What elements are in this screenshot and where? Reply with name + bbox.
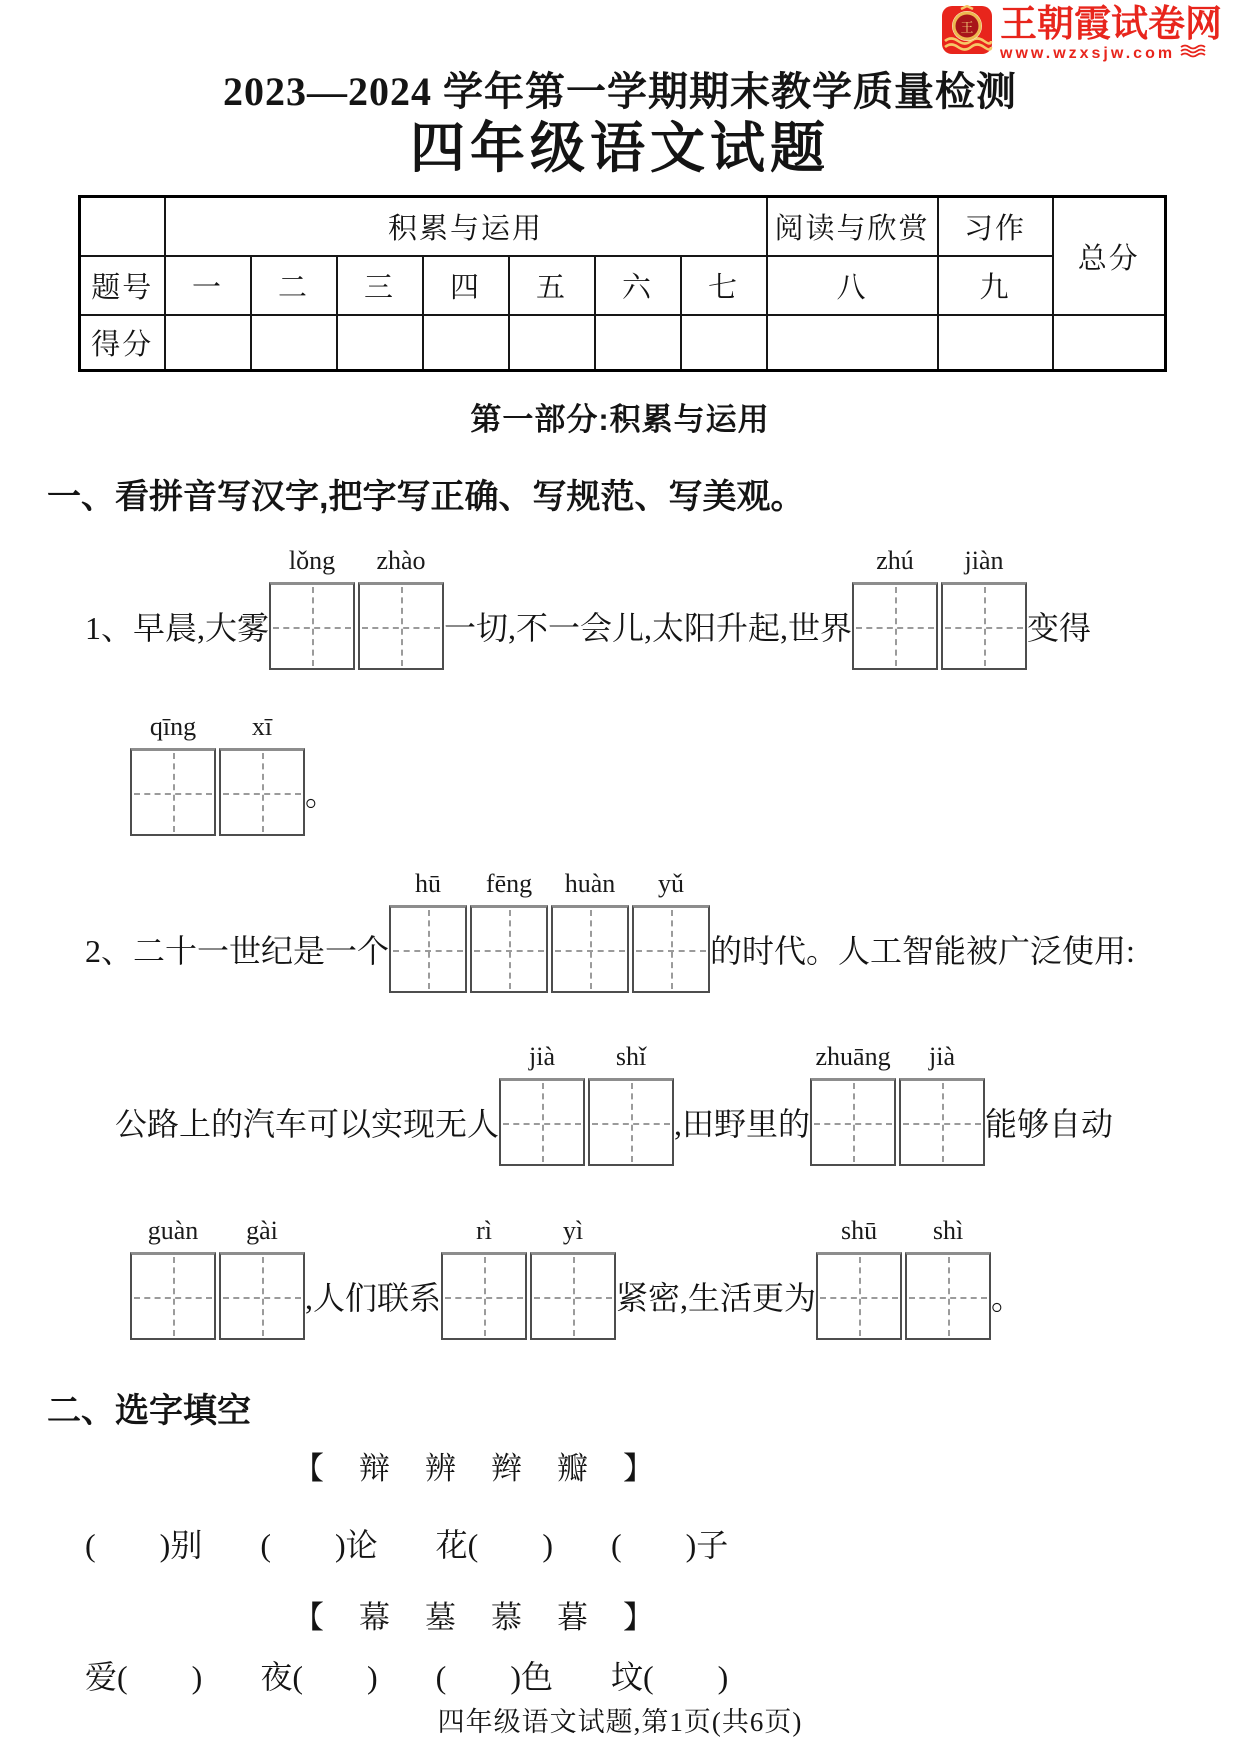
page-footer: 四年级语文试题,第1页(共6页) (437, 1707, 803, 1737)
exam-session-title: 2023—2024 学年第一学期期末教学质量检测 (223, 69, 1017, 114)
hanzi-writing-box (130, 1252, 216, 1340)
hanzi-writing-box-group (269, 546, 444, 670)
inline-text: 爱( ) (85, 1659, 203, 1695)
hanzi-writing-box-group (389, 869, 710, 993)
pinyin-labels (130, 714, 305, 740)
hanzi-writing-box (899, 1078, 985, 1166)
section1-heading: 一、看拼音写汉字,把字写正确、写规范、写美观。 (47, 478, 805, 516)
inline-text: 变得 (1027, 610, 1092, 646)
question-number-cell: 七 (681, 256, 767, 315)
pinyin-syllable: huàn (564, 869, 616, 898)
char-choices-mu: 【 幕 墓 慕 暮 】 (293, 1600, 656, 1635)
hanzi-writing-box (358, 582, 444, 670)
fill-blanks-row-mu (85, 1652, 728, 1698)
pinyin-labels (499, 1044, 674, 1070)
question-number-cell: 二 (251, 256, 337, 315)
inline-text: 。 (991, 1280, 1024, 1316)
pinyin-labels (389, 871, 710, 897)
question-number-header: 题号 (80, 256, 165, 315)
inline-text: ( )色 (435, 1659, 553, 1695)
pinyin-syllable: rì (476, 1216, 492, 1245)
inline-text: 1、早晨,大雾 (85, 610, 270, 646)
hanzi-writing-box (389, 905, 467, 993)
hanzi-writing-box (588, 1078, 674, 1166)
pinyin-syllable: jià (529, 1042, 556, 1071)
brand-name: 王朝霞试卷网 (1000, 3, 1222, 44)
pinyin-syllable: hū (415, 869, 442, 898)
hanzi-writing-box (941, 582, 1027, 670)
hanzi-writing-box (219, 1252, 305, 1340)
pinyin-syllable: zhào (376, 546, 426, 575)
part1-heading: 第一部分:积累与运用 (470, 402, 770, 437)
inline-text: 能够自动 (985, 1106, 1114, 1142)
inline-text: 的时代。人工智能被广泛使用: (710, 933, 1135, 969)
hanzi-writing-box (632, 905, 710, 993)
score-input-cell (165, 315, 251, 371)
pinyin-labels (441, 1218, 616, 1244)
hanzi-writing-box (530, 1252, 616, 1340)
svg-text:王: 王 (960, 20, 974, 35)
pinyin-syllable: qīng (149, 712, 197, 741)
pinyin-labels (852, 548, 1027, 574)
inline-text: ( )子 (610, 1527, 729, 1563)
pinyin-syllable: jiàn (964, 546, 1004, 575)
pinyin-syllable: yì (562, 1216, 584, 1245)
question-2-line-3 (130, 1216, 1024, 1340)
question-number-cell: 四 (423, 256, 509, 315)
hanzi-writing-box (470, 905, 548, 993)
hanzi-writing-box (551, 905, 629, 993)
pinyin-syllable: fēng (485, 869, 533, 898)
hanzi-writing-box (810, 1078, 896, 1166)
pinyin-syllable: shì (932, 1216, 964, 1245)
hanzi-writing-box (219, 748, 305, 836)
score-input-cell (423, 315, 509, 371)
score-row (80, 315, 1166, 371)
hanzi-writing-box-group (810, 1042, 985, 1166)
header-total: 总分 (1053, 197, 1166, 316)
pinyin-syllable: gài (246, 1216, 278, 1245)
question-number-cell: 三 (337, 256, 423, 315)
inline-text: 夜( ) (260, 1659, 378, 1695)
inline-text: ( )论 (260, 1527, 378, 1563)
inline-text: ( )别 (85, 1527, 203, 1563)
score-input-cell (337, 315, 423, 371)
score-input-cell (767, 315, 938, 371)
inline-text: ,田野里的 (674, 1106, 811, 1142)
question-2-line-2 (115, 1042, 1114, 1166)
hanzi-writing-box (852, 582, 938, 670)
score-input-cell (681, 315, 767, 371)
hanzi-writing-box-group (852, 546, 1027, 670)
question-1-line-1 (85, 546, 1092, 670)
score-input-cell (595, 315, 681, 371)
question-1-line-2 (130, 712, 338, 836)
hanzi-writing-box (816, 1252, 902, 1340)
inline-text: 紧密,生活更为 (616, 1280, 817, 1316)
header-group-accumulation: 积累与运用 (165, 197, 767, 257)
hanzi-writing-box-group (441, 1216, 616, 1340)
hanzi-writing-box (130, 748, 216, 836)
hanzi-writing-box-group (499, 1042, 674, 1166)
section2-heading: 二、选字填空 (47, 1392, 251, 1430)
pinyin-syllable: guàn (147, 1216, 199, 1245)
brand-url: www.wzxsjw.com (1000, 44, 1176, 62)
inline-text: 一切,不一会儿,太阳升起,世界 (444, 610, 853, 646)
char-choices-bian: 【 辩 辨 辫 瓣 】 (293, 1451, 656, 1486)
question-number-cell: 九 (938, 256, 1053, 315)
hanzi-writing-box (499, 1078, 585, 1166)
inline-text: 花( ) (435, 1527, 553, 1563)
score-header: 得分 (80, 315, 165, 371)
hanzi-writing-box (269, 582, 355, 670)
question-2-line-1 (85, 869, 1135, 993)
score-table (78, 195, 1167, 372)
question-number-cell: 八 (767, 256, 938, 315)
score-input-cell (509, 315, 595, 371)
header-group-writing: 习作 (938, 197, 1053, 257)
hanzi-writing-box-group (816, 1216, 991, 1340)
header-group-reading: 阅读与欣赏 (767, 197, 938, 257)
hanzi-writing-box-group (130, 1216, 305, 1340)
pinyin-syllable: shǐ (615, 1042, 647, 1071)
hanzi-writing-box-group (130, 712, 305, 836)
score-input-cell (251, 315, 337, 371)
fill-blanks-row-bian (85, 1520, 728, 1566)
hanzi-writing-box (441, 1252, 527, 1340)
inline-text: 2、二十一世纪是一个 (85, 933, 390, 969)
question-number-cell: 五 (509, 256, 595, 315)
inline-text: 。 (305, 776, 338, 812)
pinyin-syllable: lǒng (288, 546, 336, 575)
pinyin-labels (269, 548, 444, 574)
question-number-row (80, 256, 1166, 315)
pinyin-labels (130, 1218, 305, 1244)
pinyin-syllable: xī (251, 712, 273, 741)
exam-paper-title: 四年级语文试题 (409, 118, 830, 179)
pinyin-labels (810, 1044, 985, 1070)
hanzi-writing-box (905, 1252, 991, 1340)
question-number-cell: 一 (165, 256, 251, 315)
pinyin-syllable: zhú (876, 546, 914, 575)
score-input-cell (1053, 315, 1166, 371)
inline-text: 公路上的汽车可以实现无人 (115, 1106, 500, 1142)
pinyin-labels (816, 1218, 991, 1244)
table-header-row (80, 197, 1166, 257)
inline-text: ,人们联系 (305, 1280, 442, 1316)
question-number-cell: 六 (595, 256, 681, 315)
pinyin-syllable: yǔ (658, 869, 685, 898)
score-table-corner (80, 197, 165, 257)
score-input-cell (938, 315, 1053, 371)
logo-text-block (1000, 5, 1222, 63)
pinyin-syllable: zhuāng (815, 1042, 891, 1071)
pinyin-syllable: shū (840, 1216, 878, 1245)
inline-text: 坟( ) (610, 1659, 729, 1695)
site-logo (941, 5, 1222, 63)
seal-app-icon (941, 5, 993, 55)
pinyin-syllable: jià (929, 1042, 956, 1071)
